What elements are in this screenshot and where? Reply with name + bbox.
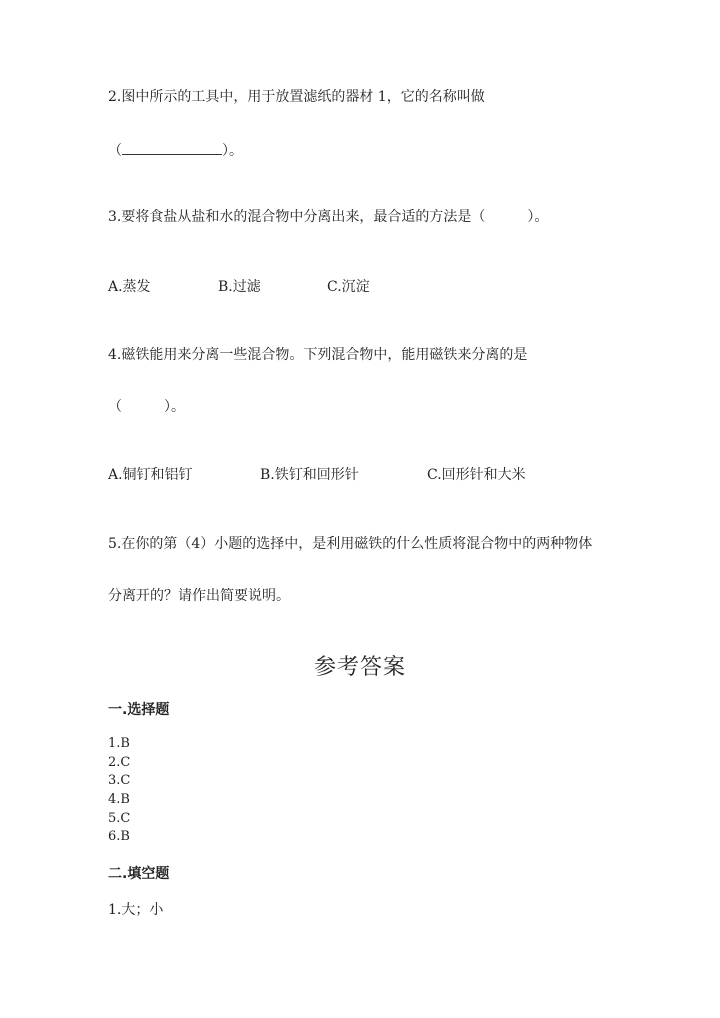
choice-answer-item: 3.C bbox=[108, 773, 131, 789]
question-3-option-a: A.蒸发 bbox=[108, 279, 151, 295]
question-3-option-b: B.过滤 bbox=[218, 279, 261, 295]
question-4-option-c: C.回形针和大米 bbox=[427, 467, 526, 483]
section-fill-blank-heading: 二.填空题 bbox=[108, 866, 170, 882]
section-multiple-choice-heading: 一.选择题 bbox=[108, 702, 170, 718]
question-3-option-c: C.沉淀 bbox=[327, 279, 370, 295]
choice-answer-item: 1.B bbox=[108, 736, 130, 751]
question-4-text: 4.磁铁能用来分离一些混合物。下列混合物中，能用磁铁来分离的是 bbox=[108, 347, 528, 363]
question-4-option-a: A.铜钉和铝钉 bbox=[108, 467, 193, 483]
question-5-text-line2: 分离开的？请作出简要说明。 bbox=[108, 588, 290, 604]
choice-answer-item: 2.C bbox=[108, 754, 131, 770]
question-2-open-paren: （ bbox=[108, 143, 122, 159]
question-2-text: 2.图中所示的工具中，用于放置滤纸的器材 1，它的名称叫做 bbox=[108, 89, 485, 105]
choice-answer-item: 6.B bbox=[108, 829, 130, 845]
choice-answer-item: 4.B bbox=[108, 792, 130, 808]
question-3-text: 3.要将食盐从盐和水的混合物中分离出来，最合适的方法是（ ）。 bbox=[108, 209, 549, 225]
question-4-option-b: B.铁钉和回形针 bbox=[260, 467, 359, 483]
fill-answer-item: 1.大；小 bbox=[108, 902, 164, 918]
question-5-text-line1: 5.在你的第（4）小题的选择中，是利用磁铁的什么性质将混合物中的两种物体 bbox=[108, 536, 593, 552]
choice-answer-list bbox=[108, 735, 130, 847]
choice-answer-item: 5.C bbox=[108, 810, 131, 826]
question-2-close-paren: ）。 bbox=[222, 143, 243, 159]
question-4-blank: （ ）。 bbox=[108, 399, 185, 415]
answer-blank-line bbox=[122, 142, 222, 155]
answer-key-title: 参考答案 bbox=[313, 655, 406, 680]
question-2-blank bbox=[108, 142, 243, 160]
